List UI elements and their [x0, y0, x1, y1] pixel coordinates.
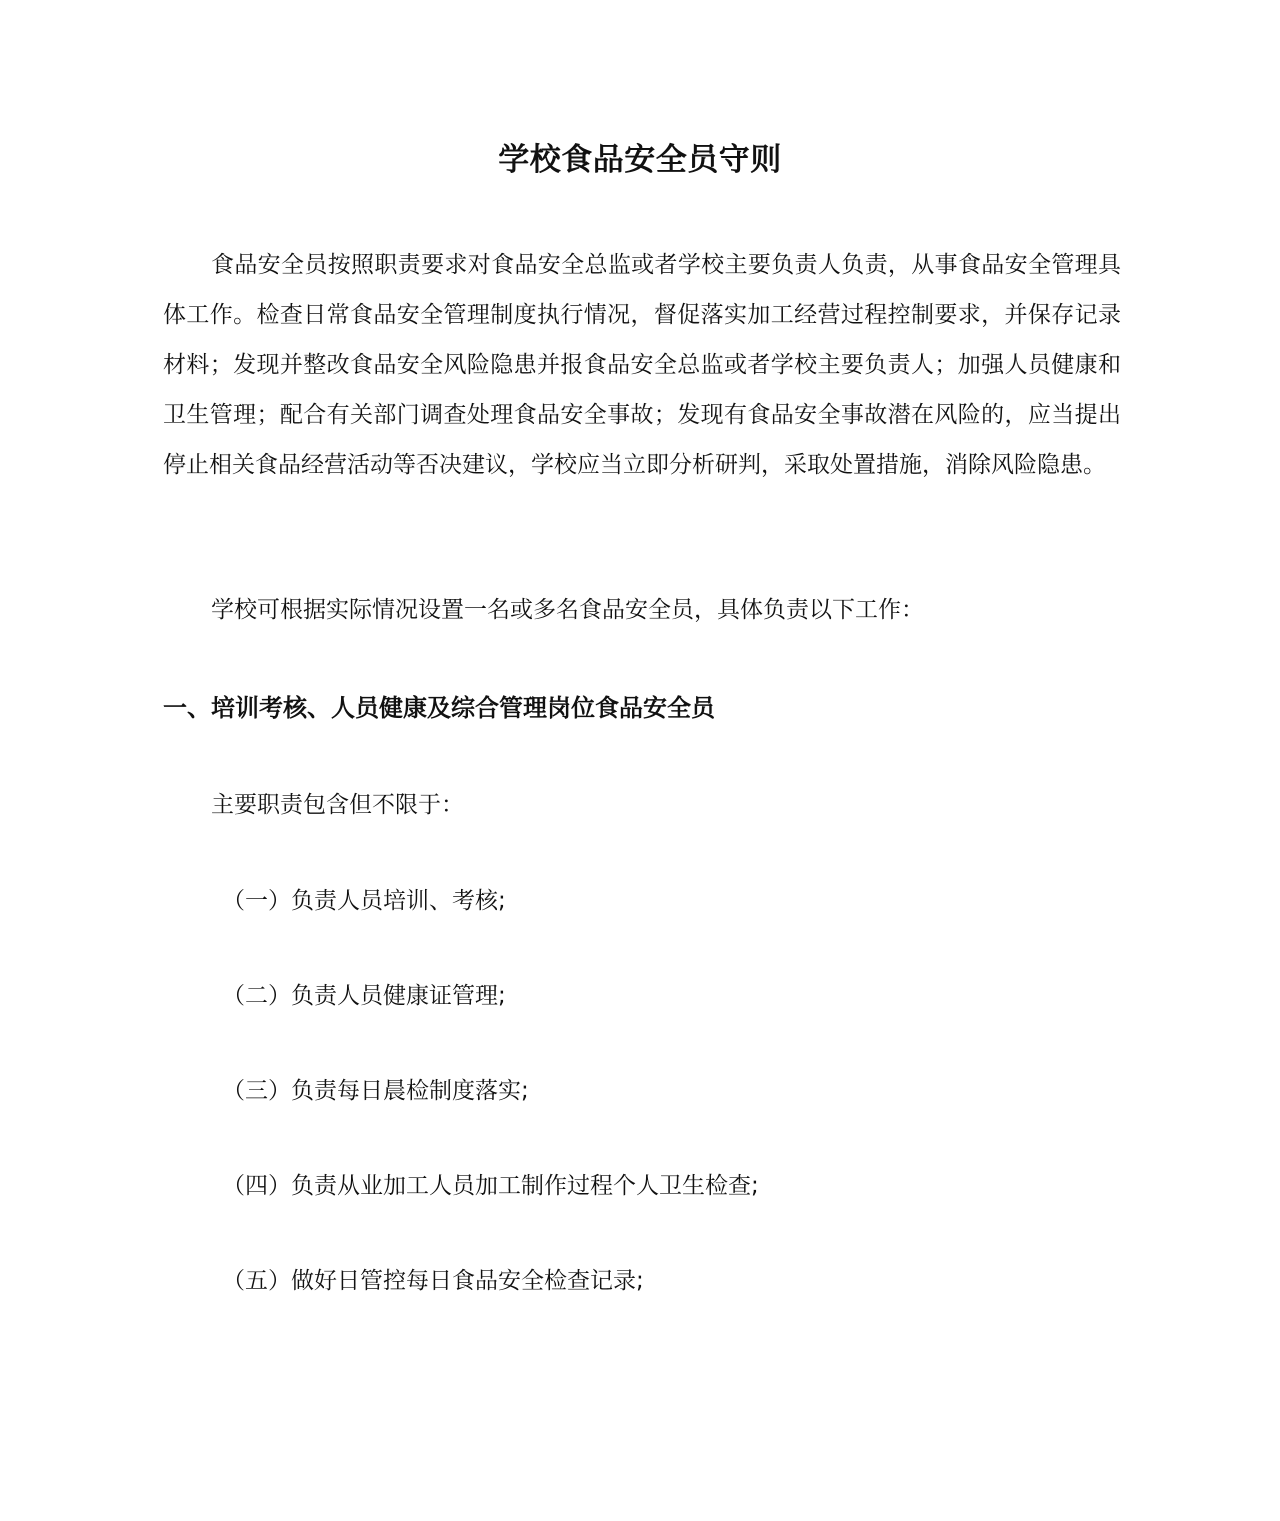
section-heading: 一、培训考核、人员健康及综合管理岗位食品安全员 [163, 694, 715, 722]
duty-item-1: （一）负责人员培训、考核; [222, 888, 506, 914]
document-title: 学校食品安全员守则 [498, 142, 782, 178]
responsibility-paragraph: 食品安全员按照职责要求对食品安全总监或者学校主要负责人负责，从事食品安全管理具体工作。检查日常食品安全管理制度执行情况，督促落实加工经营过程控制要求，并保存记录材料；发现并整改食品安全风险隐患并报食品安全总监或者学校主要负责人；加强人员健康和卫生管理；配合有关部门调查处理食品安全事故；发现有食品安全事故潜在风险的，应当提出停止相关食品经营活动等否决建议，学校应当立即分析研判，采取处置措施，消除风险隐患。 [163, 252, 1121, 478]
staffing-paragraph: 学校可根据实际情况设置一名或多名食品安全员，具体负责以下工作： [211, 597, 924, 623]
duty-item-4: （四）负责从业加工人员加工制作过程个人卫生检查; [222, 1173, 759, 1199]
duties-intro: 主要职责包含但不限于： [211, 792, 464, 818]
duty-item-2: （二）负责人员健康证管理; [222, 983, 506, 1009]
duty-item-3: （三）负责每日晨检制度落实; [222, 1078, 529, 1104]
duty-item-5: （五）做好日管控每日食品安全检查记录; [222, 1268, 644, 1294]
